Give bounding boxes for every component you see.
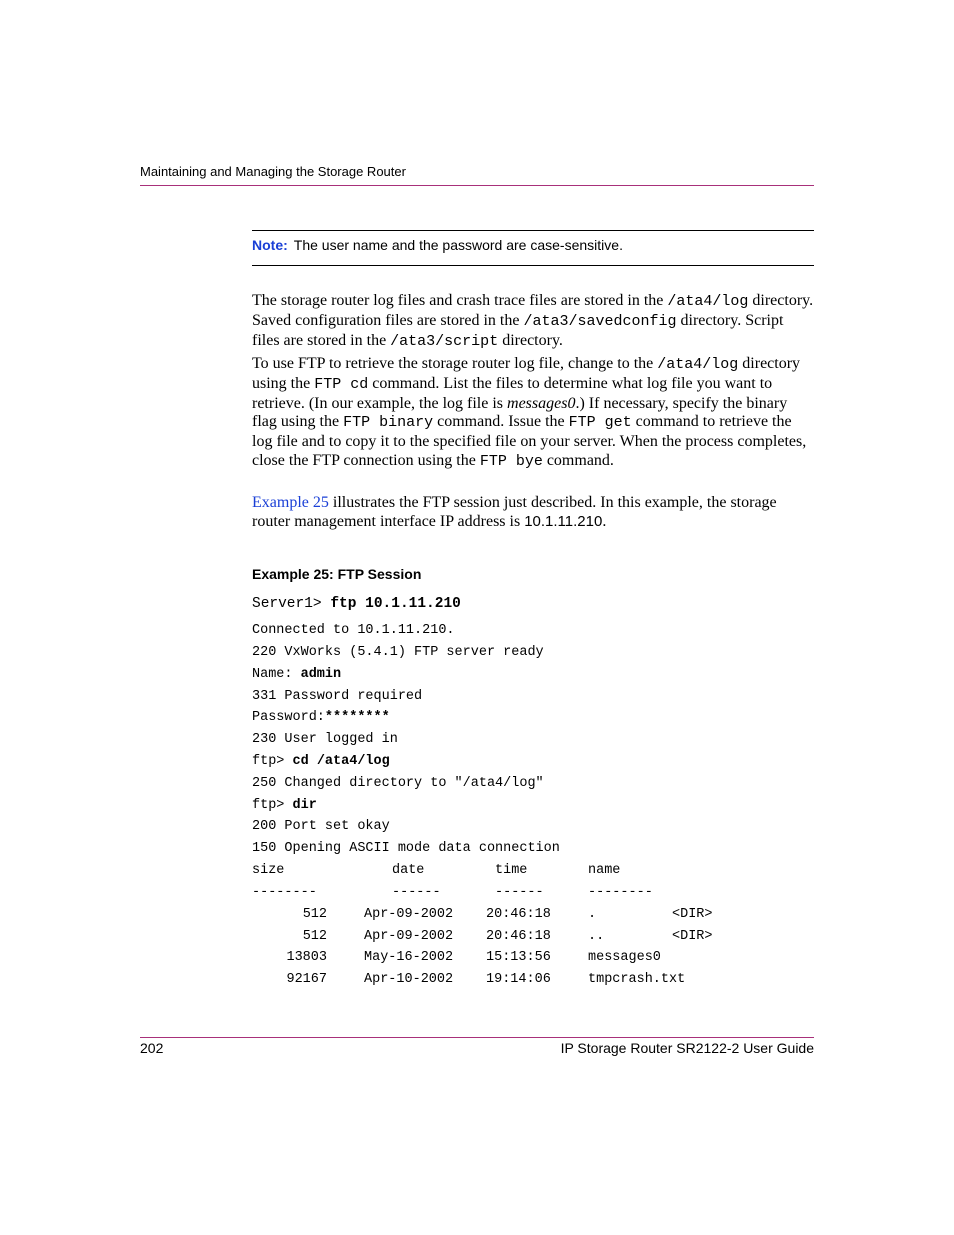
listing-dashes-size: --------	[252, 885, 317, 900]
listing-cell-type: <DIR>	[672, 929, 713, 944]
listing-cell-type: <DIR>	[672, 907, 713, 922]
para2-text-2: directory using the	[252, 355, 801, 392]
page-number: 202	[140, 1040, 164, 1056]
listing-header-date: date	[392, 863, 425, 878]
footer-rule	[140, 1037, 814, 1038]
code-line: Connected to 10.1.11.210.	[252, 623, 455, 638]
code-line: 331 Password required	[252, 689, 423, 704]
para2-code-ftp-cd: FTP cd	[314, 375, 369, 393]
para1-text-4: directory.	[498, 331, 563, 349]
listing-cell-size: 512	[302, 907, 327, 922]
para1-code-ata4-log: /ata4/log	[667, 293, 749, 310]
listing-cell-time: 20:46:18	[486, 907, 551, 922]
para3-text-2: .	[602, 512, 607, 530]
paragraph-ftp-procedure	[252, 355, 814, 472]
example-25-link[interactable]: Example 25	[252, 494, 329, 511]
footer-title: IP Storage Router SR2122-2 User Guide	[560, 1040, 814, 1056]
para2-code-ftp-get: FTP get	[568, 414, 632, 432]
note	[252, 237, 623, 253]
code-line: 150 Opening ASCII mode data connection	[252, 841, 560, 856]
para2-text-3: command. List the files to determine what log file you want to retrieve. (In our example, the log file is	[252, 374, 773, 412]
para2-text-6: command to retrieve the log file and to copy it to the specified file on your server. When the process completes, close the FTP connection using the	[252, 413, 807, 469]
listing-dashes-date: ------	[392, 885, 441, 900]
code-line: 200 Port set okay	[252, 819, 390, 834]
code-line: ftp> dir	[252, 798, 317, 813]
listing-dashes-time: ------	[495, 885, 544, 900]
note-label: Note:	[252, 237, 288, 253]
para2-code-ftp-binary: FTP binary	[343, 414, 434, 432]
listing-cell-time: 20:46:18	[486, 929, 551, 944]
listing-dashes-name: --------	[588, 885, 653, 900]
para1-code-savedconfig: /ata3/savedconfig	[523, 312, 677, 330]
note-text: The user name and the password are case-sensitive.	[293, 237, 623, 253]
listing-cell-size: 92167	[286, 972, 327, 987]
para2-text-5: command. Issue the	[433, 413, 569, 431]
listing-header-name: name	[588, 863, 621, 878]
running-header: Maintaining and Managing the Storage Router	[140, 164, 406, 179]
listing-cell-date: Apr-09-2002	[364, 929, 454, 944]
para2-text-7: command.	[542, 451, 614, 469]
para1-text-2: directory. Saved configuration files are stored in the	[252, 292, 814, 329]
listing-cell-time: 15:13:56	[486, 950, 551, 965]
listing-cell-date: Apr-09-2002	[364, 907, 454, 922]
example-caption: Example 25: FTP Session	[252, 566, 422, 582]
para3-ip-address: 10.1.11.210	[524, 512, 603, 530]
paragraph-log-locations	[252, 292, 814, 351]
code-line: 230 User logged in	[252, 732, 398, 747]
para2-code-ata4-log: /ata4/log	[657, 356, 739, 373]
listing-cell-name: messages0	[588, 950, 661, 965]
listing-cell-name: tmpcrash.txt	[588, 972, 686, 987]
para2-italic-messages0: messages0	[507, 394, 576, 412]
code-line: Name: admin	[252, 667, 342, 682]
listing-cell-size: 512	[302, 929, 327, 944]
para3-text-1: illustrates the FTP session just described. In this example, the storage router management interface IP address is	[252, 494, 777, 530]
code-line: Server1> ftp 10.1.11.210	[252, 596, 461, 612]
listing-cell-name: .	[588, 907, 597, 922]
para1-text-1: The storage router log files and crash trace files are stored in the	[252, 292, 668, 309]
listing-cell-time: 19:14:06	[486, 972, 551, 987]
code-line: Password:********	[252, 710, 390, 725]
header-rule	[140, 185, 814, 186]
listing-cell-date: Apr-10-2002	[364, 972, 454, 987]
listing-header-size: size	[252, 863, 285, 878]
code-line: 250 Changed directory to "/ata4/log"	[252, 776, 544, 791]
para1-text-3: directory. Script files are stored in the	[252, 311, 784, 349]
listing-header-time: time	[495, 863, 528, 878]
note-box	[252, 230, 814, 266]
para2-text-1: To use FTP to retrieve the storage router log file, change to the	[252, 355, 658, 372]
para2-code-ftp-bye: FTP bye	[479, 452, 543, 470]
paragraph-example-intro	[252, 494, 814, 532]
para2-text-4: .) If necessary, specify the binary flag using the	[252, 394, 788, 431]
code-line: 220 VxWorks (5.4.1) FTP server ready	[252, 645, 544, 660]
listing-cell-name: ..	[588, 929, 605, 944]
code-line: ftp> cd /ata4/log	[252, 754, 390, 769]
listing-cell-date: May-16-2002	[364, 950, 454, 965]
listing-cell-size: 13803	[286, 950, 327, 965]
para1-code-script: /ata3/script	[390, 332, 499, 350]
